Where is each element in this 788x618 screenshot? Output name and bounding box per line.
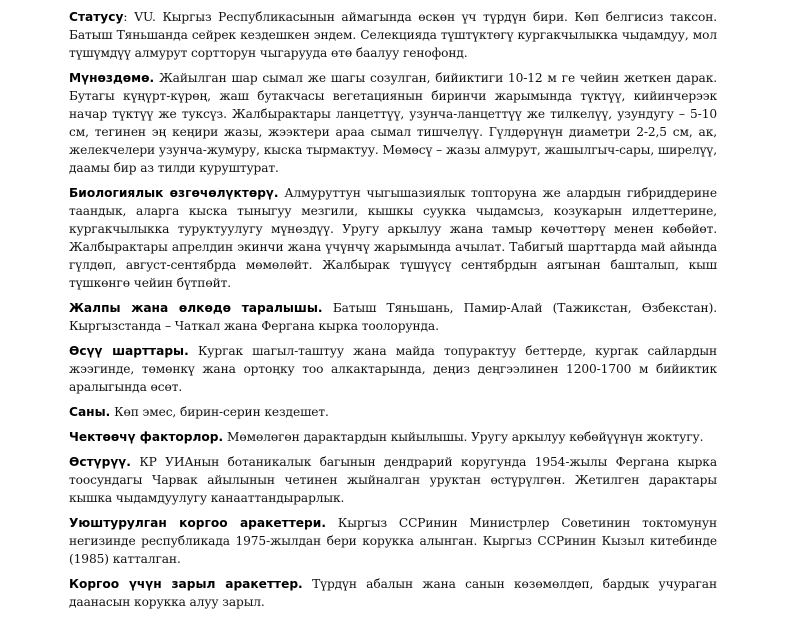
section-text: Батыш Тяньшань, Памир-Алай (Тажикстан, Өзбекстан). Кыргызстанда – Чаткал жана Фергана кырка тоолорунда. <box>69 301 717 333</box>
section-description <box>69 69 717 177</box>
section-protection-measures <box>69 514 717 568</box>
heading-separator <box>323 301 333 315</box>
heading-separator <box>303 577 312 591</box>
section-heading: Коргоо үчүн зарыл аракеттер. <box>69 577 303 591</box>
section-heading: Уюштурулган коргоо аракеттери. <box>69 516 326 530</box>
section-habitat <box>69 342 717 396</box>
heading-separator <box>326 516 338 530</box>
section-heading: Биологиялык өзгөчөлүктөрү. <box>69 186 279 200</box>
section-heading: Мүнөздөмө. <box>69 71 155 85</box>
section-heading: Өстүрүү. <box>69 455 131 469</box>
section-text: Мөмөлөгөн дарактардын кыйылышы. Уругу аркылуу көбөйүүнүн жоктугу. <box>227 430 704 444</box>
section-text: Алмуруттун чыгышазиялык топторуна же алардын гибриддерине таандык, аларга кыска тыныгуу мезгили, кышкы суукка чыдамсыз, козукарын илдеттерине, кургакчылыкка туруктуулугу мүнөздүү. Уругу аркылуу жана тамыр көчөттөрү менен көбөйөт. Жалбырактары апрелдин экинчи жана үчүнчү жарымында ачылат. Табигый шарттарда май айында гүлдөп, август-сентябрда мөмөлөйт. Жалбырак түшүүсү сентябрдын аягынан башталып, кыш түшкөнгө чейин бүтпөйт. <box>69 186 717 290</box>
section-text: Түрдүн абалын жана санын көзөмөлдөп, бардык учураган даанасын корукка алуу зарыл. <box>69 577 717 609</box>
section-status <box>69 8 717 62</box>
section-heading: Статусу <box>69 10 124 24</box>
heading-separator <box>189 344 198 358</box>
document-page <box>69 8 717 618</box>
section-needed-actions <box>69 575 717 611</box>
section-text: КР УИАнын ботаникалык багынын дендрарий коругунда 1954-жылы Фергана кырка тоосундагы Чарвак айылынын четинен жыйналган уруктан өстүрүлгөн. Жетилген дарактары кышка чыдамдуулугу канааттандырарлык. <box>69 455 717 505</box>
section-text: Кургак шагыл-таштуу жана майда топурактуу беттерде, кургак сайлардын жээгинде, төмөнкү жана ортоңку тоо алкактарында, деңиз деңгээлинен 1200-1700 м бийиктик аралыгында өсөт. <box>69 344 718 394</box>
section-text: Жайылган шар сымал же шагы созулган, бийиктиги 10-12 м ге чейин жеткен дарак. Бутагы күңүрт-күрөң, жаш бутакчасы вегетациянын биринчи жарымында түктүү, кийинчерээк начар түктүү же туксүз. Жалбырактары ланцеттүү, узунча-ланцеттүү же тилкелүү, узундугу – 5-10 см, тегинен эң кеңири жазы, жээктери араа сымал тишчелүү. Гүлдөрүнүн диаметри 2-2,5 см, ак, желекчелери узунча-жумуру, кыска тырмактуу. Мөмөсү – жазы алмурут, жашылгыч-сары, ширелүү, даамы бир аз тилди куруштурат. <box>69 71 717 175</box>
section-distribution <box>69 299 717 335</box>
section-text: VU. Кыргыз Республикасынын аймагында өскөн үч түрдүн бири. Көп белгисиз таксон. Батыш Тяньшанда сейрек кездешкен эндем. Селекцияда түштүктөгү кургакчылыкка чыдамдуу, мол түшүмдүү алмурут сортторун чыгарууда өтө баалуу генофонд. <box>69 10 718 60</box>
section-limiting-factors <box>69 428 717 446</box>
section-heading: Чектөөчү факторлор. <box>69 430 224 444</box>
section-heading: Жалпы жана өлкөдө таралышы. <box>69 301 323 315</box>
section-cultivation <box>69 453 717 507</box>
section-biology <box>69 184 717 292</box>
section-heading: Саны. <box>69 405 111 419</box>
section-text: Кыргыз ССРинин Министрлер Советинин токтомунун негизинде республикада 1975-жылдан бери корукка алынган. Кыргыз ССРинин Кызыл китебинде (1985) катталган. <box>69 516 717 566</box>
section-heading: Өсүү шарттары. <box>69 344 189 358</box>
section-abundance <box>69 403 717 421</box>
section-text: Көп эмес, бирин-серин кездешет. <box>114 405 329 419</box>
heading-separator: : <box>123 10 135 24</box>
